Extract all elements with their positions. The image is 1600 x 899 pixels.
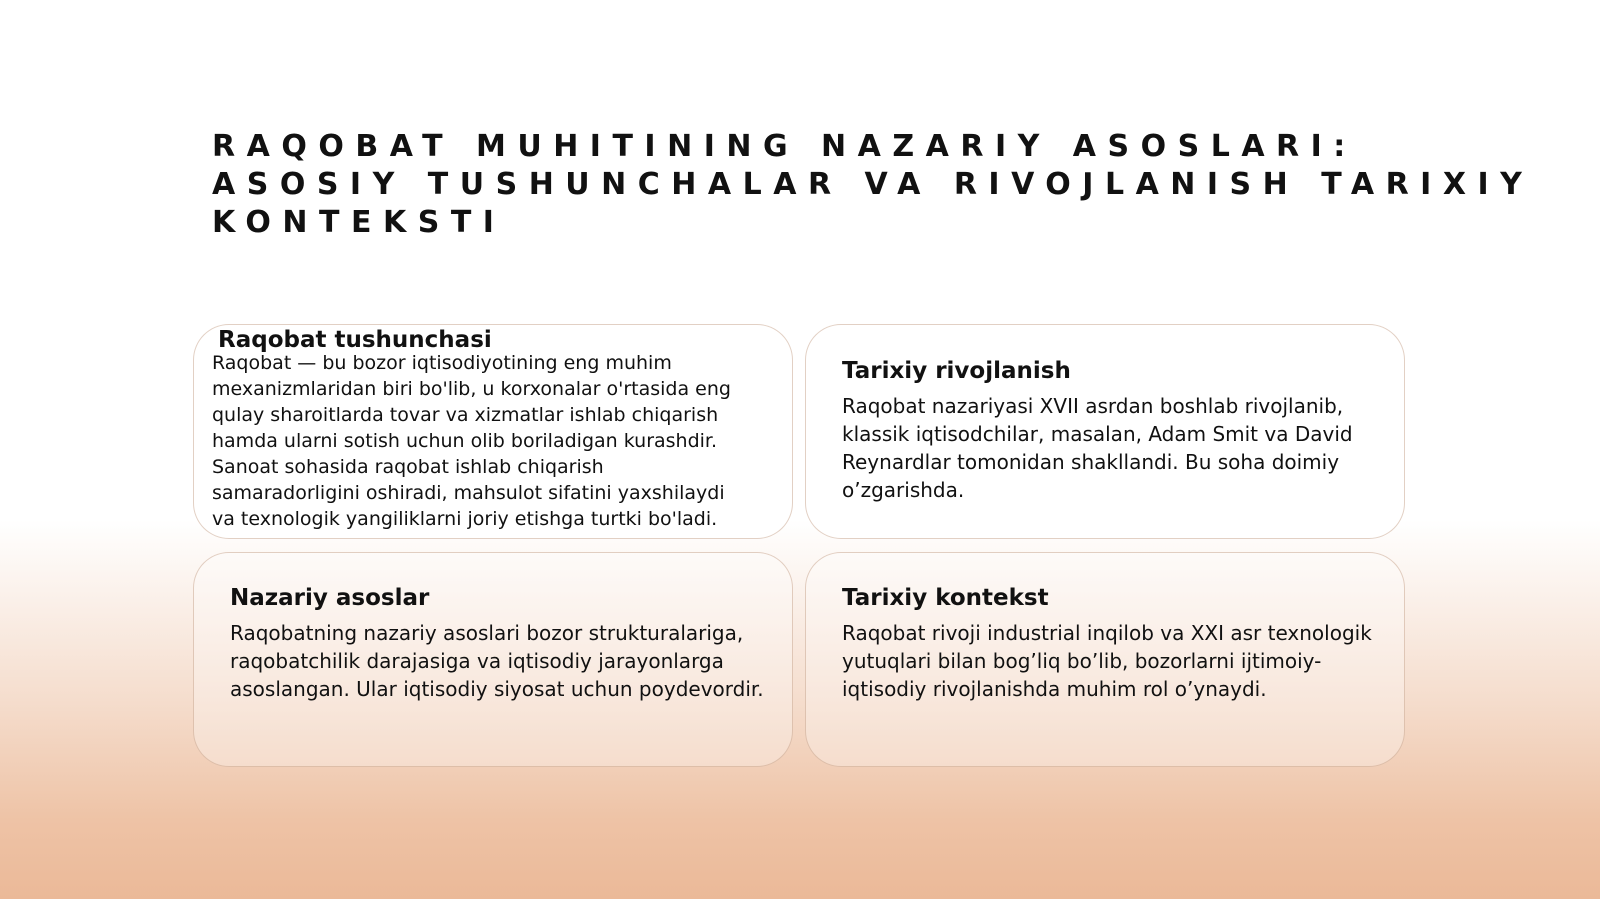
card-text-nazariy-asoslar: Raqobatning nazariy asoslari bozor strukturalariga, raqobatchilik darajasiga va iqtisodiy jarayonlarga asoslangan. Ular iqtisodiy siyosat uchun poydevordir. [230, 621, 764, 701]
card-heading-tarixiy-kontekst: Tarixiy kontekst [842, 585, 1049, 611]
card-heading-tarixiy-rivojlanish: Tarixiy rivojlanish [842, 358, 1071, 384]
card-heading-raqobat-tushunchasi: Raqobat tushunchasi [218, 327, 492, 353]
card-text-raqobat-tushunchasi [212, 350, 752, 532]
slide-title-line-2: ASOSIY TUSHUNCHALAR VA RIVOJLANISH TARIXIY [212, 167, 1534, 202]
slide-title-line-3: KONTEKSTI [212, 205, 506, 240]
card-paragraph-2: Sanoat sohasida raqobat ishlab chiqarish samaradorligini oshiradi, mahsulot sifatini yaxshilaydi va texnologik yangiliklarni joriy etishga turtki bo'ladi. [212, 456, 725, 530]
slide-title-line-1: RAQOBAT MUHITINING NAZARIY ASOSLARI: [212, 129, 1357, 164]
slide-title [212, 128, 1532, 242]
card-text-tarixiy-kontekst: Raqobat rivoji industrial inqilob va XXI asr texnologik yutuqlari bilan bog’liq bo’lib, bozorlarni ijtimoiy-iqtisodiy rivojlanishda muhim rol o’ynaydi. [842, 621, 1372, 701]
card-paragraph-1: Raqobat — bu bozor iqtisodiyotining eng muhim mexanizmlaridan biri bo'lib, u korxonalar o'rtasida eng qulay sharoitlarda tovar va xizmatlar ishlab chiqarish hamda ularni sotish uchun olib boriladigan kurashdir. [212, 352, 731, 452]
card-heading-nazariy-asoslar: Nazariy asoslar [230, 585, 430, 611]
card-text-tarixiy-rivojlanish: Raqobat nazariyasi XVII asrdan boshlab rivojlanib, klassik iqtisodchilar, masalan, Adam Smit va David Reynardlar tomonidan shakllandi. Bu soha doimiy o’zgarishda. [842, 394, 1353, 502]
